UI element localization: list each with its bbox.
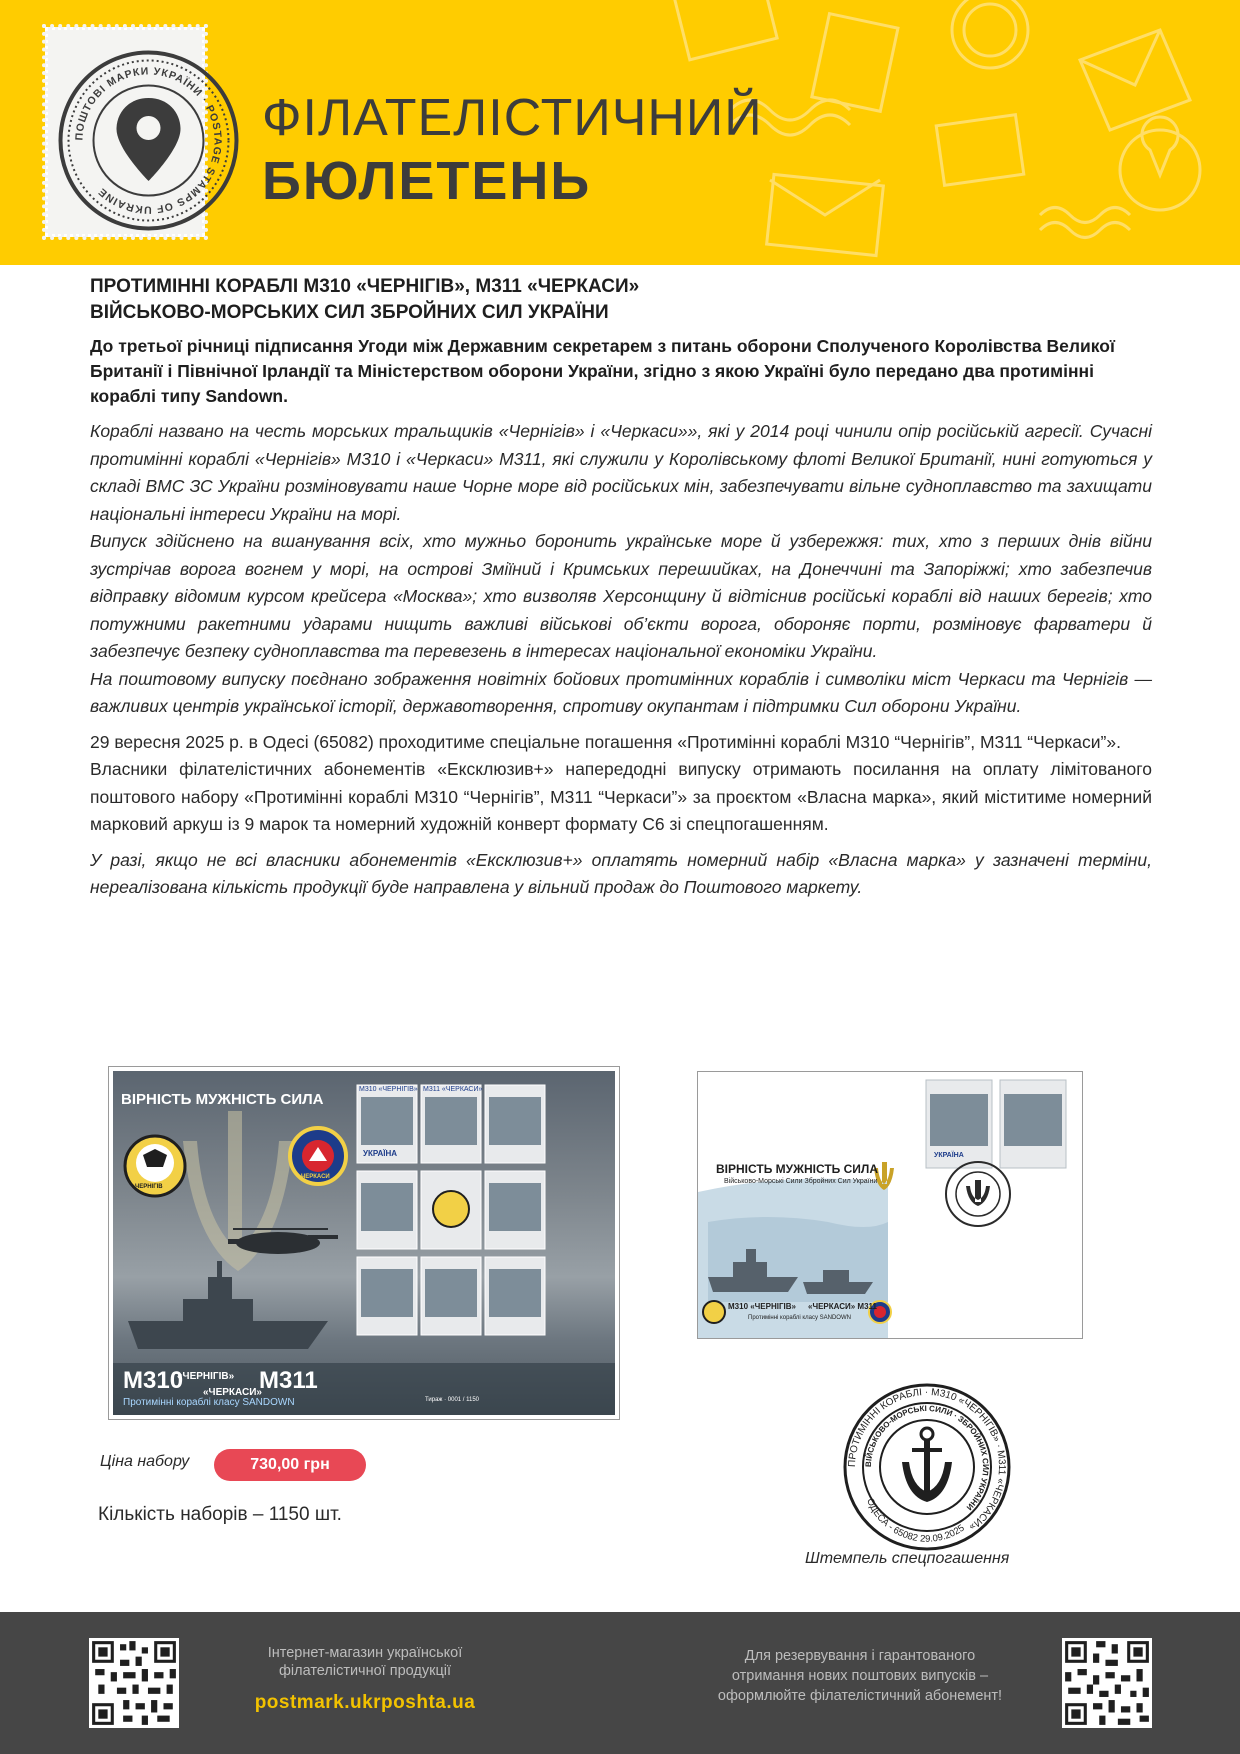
svg-text:ОДЕСА - 65082 29.09.2025 bbox=[864, 1497, 966, 1545]
article-paragraph-subscription: Власники філателістичних абонементів «Ексклюзив+» напередодні випуску отримають посилання на оплату лімітованого поштового набору «Протимінні кораблі М310 “Чернігів”, М311 “Черкаси”» за проєктом «Власна марка», який міститиме номерний марковий аркуш із 9 марок та номерний художній конверт формату С6 зі спецпогашенням. bbox=[90, 759, 1152, 834]
envelope-stamp-country: УКРАЇНА bbox=[934, 1152, 964, 1159]
postmark-caption: Штемпель спецпогашення bbox=[805, 1550, 1010, 1567]
ukrposhta-stamp-logo bbox=[56, 48, 241, 233]
article-paragraph-design: На поштовому випуску поєднано зображення новітніх бойових протимінних кораблів і символіки міст Черкаси та Чернігів — важливих центрів української історії, державотворення, спротиву окупантам і підтримки Сил оборони України. bbox=[90, 668, 1152, 716]
envelope-label-1: М310 «ЧЕРНІГІВ» bbox=[728, 1302, 796, 1311]
sheet-banner: ВІРНІСТЬ МУЖНІСТЬ СИЛА bbox=[121, 1091, 324, 1108]
qr-code-icon[interactable] bbox=[1062, 1638, 1152, 1728]
footer-subscription-block bbox=[680, 1646, 1040, 1706]
sheet-stamp-label-2: М311 «ЧЕРКАСИ» bbox=[423, 1086, 483, 1093]
price-badge: 730,00 грн bbox=[214, 1449, 366, 1481]
footer bbox=[0, 1612, 1240, 1754]
footer-subscription-line3: оформлюйте філателістичний абонемент! bbox=[717, 1688, 1003, 1704]
logo-ring-text: ПОШТОВІ МАРКИ УКРАЇНИ · POSTAGE STAMPS OF UKRAINE bbox=[73, 65, 224, 216]
stamp-sheet-artwork bbox=[113, 1071, 615, 1415]
sheet-m311-label: М311 bbox=[259, 1367, 318, 1394]
heading-line1: ПРОТИМІННІ КОРАБЛІ М310 «ЧЕРНІГІВ», М311 «ЧЕРКАСИ» bbox=[90, 276, 640, 297]
bulletin-header bbox=[0, 0, 1240, 265]
envelope-emblem-left bbox=[703, 1301, 725, 1323]
footer-shop-line2: філателістичної продукції bbox=[278, 1663, 452, 1679]
envelope-caption: Протимінні кораблі класу SANDOWN bbox=[748, 1315, 851, 1321]
sheet-print-run: Тираж · 0001 / 1150 bbox=[425, 1397, 480, 1403]
sheet-subtitle: Протимінні кораблі класу SANDOWN bbox=[123, 1397, 295, 1408]
special-cancellation-postmark bbox=[842, 1382, 1012, 1552]
article bbox=[90, 274, 1152, 902]
envelope-title: ВІРНІСТЬ МУЖНІСТЬ СИЛА bbox=[716, 1162, 878, 1176]
envelope-illustration bbox=[698, 1072, 1083, 1339]
bulletin-title-line1: ФІЛАТЕЛІСТИЧНИЙ bbox=[262, 89, 763, 147]
set-quantity: Кількість наборів – 1150 шт. bbox=[98, 1504, 342, 1525]
footer-shop-line1: Інтернет-магазин української bbox=[267, 1645, 463, 1661]
postmark-date-text: ОДЕСА - 65082 29.09.2025 bbox=[864, 1496, 967, 1545]
sheet-emblem-left-label: ЧЕРНІГІВ bbox=[135, 1184, 163, 1190]
envelope-subtitle: Військово-Морські Сили Збройних Сил України bbox=[724, 1178, 878, 1185]
article-paragraph-ships: Кораблі названо на честь морських тральщиків «Чернігів» і «Черкаси»», які у 2014 році чинили опір російській агресії. Сучасні протимінні кораблі «Чернігів» М310 і «Черкаси» М311, які служили у Королівському флоті Великої Британії, нині готуються у складі ВМС ЗС України розміновувати наше Чорне море від російських мін, забезпечувати вільне судноплавство та захищати національні інтереси України на морі. bbox=[90, 421, 1152, 524]
article-lead: До третьої річниці підписання Угоди між Державним секретарем з питань оборони Сполученого Королівства Великої Британії і Північної Ірландії та Міністерством оборони України, згідно з якою Україні було передано два протимінні кораблі типу Sandown. bbox=[90, 336, 1115, 406]
stamp-sheet-illustration bbox=[113, 1071, 615, 1415]
sheet-stamp-country: УКРАЇНА bbox=[363, 1149, 398, 1158]
postmark-inner-text: ВІЙСЬКОВО-МОРСЬКІ СИЛИ · ЗБРОЙНИХ СИЛ УКРАЇНИ bbox=[863, 1403, 991, 1513]
envelope-image bbox=[697, 1071, 1083, 1339]
footer-subscription-line1: Для резервування і гарантованого bbox=[744, 1648, 976, 1664]
footer-shop-link[interactable]: postmark.ukrposhta.ua bbox=[254, 1692, 476, 1713]
article-paragraph-cancellation: 29 вересня 2025 р. в Одесі (65082) проходитиме спеціальне погашення «Протимінні кораблі М310 “Чернігів”, М311 “Черкаси”». bbox=[90, 731, 1121, 752]
article-paragraph-tribute: Випуск здійснено на вшанування всіх, хто мужньо боронить українське море й узбережжя: тих, хто з перших днів війни зустрічав ворога вогнем у морі, на острові Зміїний і Кримських перешийках, на Донеччині та Запоріжжі; хто забезпечив відправку відомим курсом крейсера «Москва»; хто визволяв Херсонщину й відтіснив російські кораблі від наших берегів; хто потужними ракетними ударами нищить важливі військові об’єкти ворога, обороняє порти, розміновує фарватери й забезпечує безпеку судноплавства та перевезень в інтересах національної економіки України. bbox=[90, 531, 1152, 661]
heading-line2: ВІЙСЬКОВО-МОРСЬКИХ СИЛ ЗБРОЙНИХ СИЛ УКРАЇНИ bbox=[90, 302, 609, 323]
envelope-label-2: «ЧЕРКАСИ» М311 bbox=[808, 1302, 877, 1311]
sheet-stamp-label-1: М310 «ЧЕРНІГІВ» bbox=[359, 1086, 418, 1093]
stamp-sheet-image bbox=[108, 1066, 620, 1420]
stamps-grid bbox=[357, 1085, 545, 1335]
footer-shop-block bbox=[225, 1644, 505, 1714]
bulletin-title-line2: БЮЛЕТЕНЬ bbox=[262, 151, 592, 211]
sheet-chernihiv-label: «ЧЕРНІГІВ» bbox=[177, 1371, 235, 1382]
article-paragraph-unsold: У разі, якщо не всі власники абонементів «Ексклюзив+» оплатять номерний набір «Власна марка» у зазначені терміни, нереалізована кількість продукції буде направлена у вільний продаж до Поштового маркету. bbox=[90, 849, 1152, 897]
price-label: Ціна набору bbox=[100, 1453, 190, 1470]
minesweeper-ship-icon bbox=[128, 1261, 328, 1349]
postmark-outer-text: ПРОТИМІННІ КОРАБЛІ · М310 «ЧЕРНІГІВ» · М311 «ЧЕРКАСИ» bbox=[846, 1386, 1008, 1533]
footer-subscription-line2: отримання нових поштових випусків – bbox=[731, 1668, 989, 1684]
qr-code-icon[interactable] bbox=[89, 1638, 179, 1728]
sheet-emblem-right-label: ЧЕРКАСИ bbox=[301, 1174, 330, 1180]
anchor-trident-icon bbox=[902, 1428, 952, 1502]
sheet-cherkasy-label: «ЧЕРКАСИ» bbox=[203, 1387, 262, 1398]
article-heading bbox=[90, 274, 1152, 326]
sheet-m310-label: М310 bbox=[123, 1367, 184, 1394]
